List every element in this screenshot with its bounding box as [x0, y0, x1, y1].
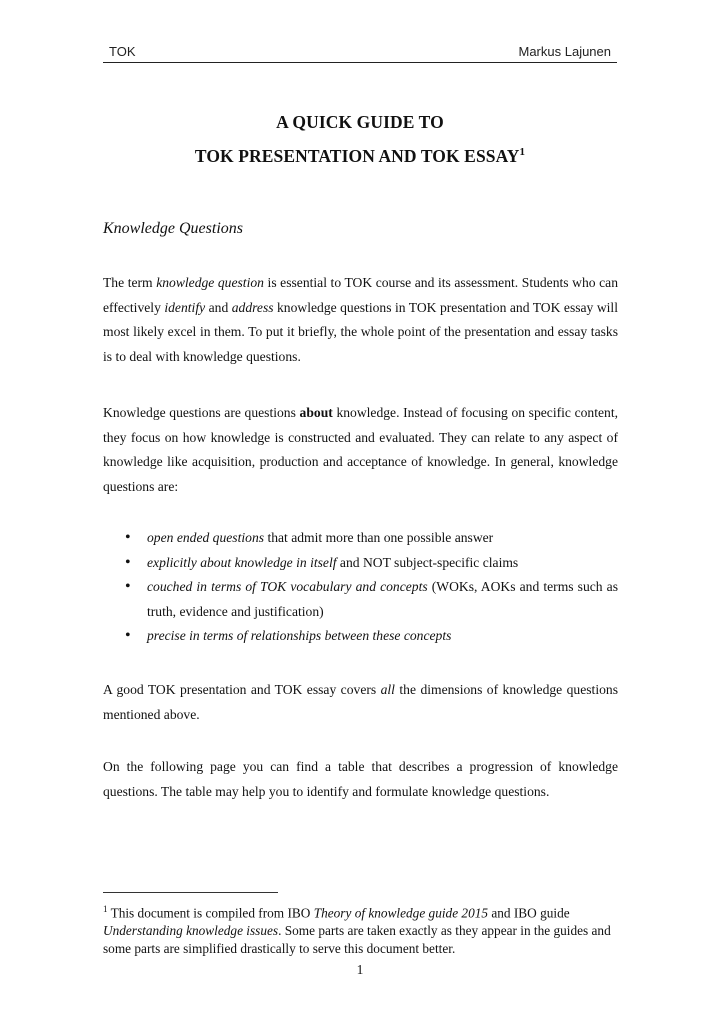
- footnote-text-2: and IBO guide: [488, 905, 570, 921]
- knowledge-question-list: [103, 526, 618, 649]
- footnote-text-1: This document is compiled from IBO: [107, 905, 314, 921]
- p1-italic-3: address: [231, 299, 274, 315]
- page-number: 1: [356, 962, 364, 977]
- list-item-italic: precise in terms of relationships between these concepts: [147, 628, 452, 643]
- p1-text-1: The term: [103, 275, 157, 290]
- p1-italic-1: knowledge question: [156, 275, 264, 290]
- p3-italic-1: all: [380, 682, 395, 697]
- title-text: TOK PRESENTATION AND TOK ESSAY: [194, 146, 520, 166]
- section-heading: Knowledge Questions: [103, 220, 243, 237]
- list-item-italic: open ended questions: [147, 530, 265, 545]
- p3-text-2: the dimensions of knowledge questions mentioned above.: [103, 682, 618, 722]
- paragraph-2: [103, 401, 618, 499]
- p1-text-2: is essential to TOK course and its assessment. Students who can effectively: [103, 275, 618, 315]
- list-item-italic: explicitly about knowledge in itself: [147, 554, 337, 570]
- list-item-italic: couched in terms of TOK vocabulary and concepts: [147, 579, 428, 594]
- footnote-italic-2: Understanding knowledge issues: [103, 923, 279, 939]
- p1-italic-2: identify: [164, 299, 206, 315]
- paragraph-1: [103, 271, 618, 369]
- title-line-1: A QUICK GUIDE TO: [276, 112, 444, 132]
- footnote-divider: [103, 892, 278, 893]
- page-header: [103, 42, 617, 63]
- footnote: [103, 900, 618, 958]
- footnote-text-3: . Some parts are taken exactly as they appear in the guides and some parts are simplified drastically to serve this document better.: [103, 923, 611, 957]
- title-line-2: [0, 146, 720, 167]
- list-item-text: that admit more than one possible answer: [264, 530, 494, 545]
- footnote-mark: 1: [103, 904, 108, 914]
- header-author: Markus Lajunen: [518, 44, 611, 59]
- p2-text-1: Knowledge questions are questions: [103, 405, 300, 420]
- list-item: [103, 575, 618, 624]
- p2-text-2: knowledge. Instead of focusing on specific content, they focus on how knowledge is constructed and evaluated. They can relate to any aspect of knowledge like acquisition, production and acceptance of knowledge. In general, knowledge questions are:: [103, 405, 618, 494]
- p1-text-4: knowledge questions in TOK presentation and TOK essay will most likely excel in them. To put it briefly, the whole point of the presentation and essay tasks is to deal with knowledge questions.: [103, 299, 618, 364]
- paragraph-4: On the following page you can find a table that describes a progression of knowledge questions. The table may help you to identify and formulate knowledge questions.: [103, 759, 618, 799]
- p3-text-1: A good TOK presentation and TOK essay covers: [103, 682, 381, 697]
- paragraph-3: [103, 678, 618, 727]
- header-course: TOK: [109, 44, 136, 59]
- list-item: [103, 551, 618, 576]
- footnote-italic-1: Theory of knowledge guide 2015: [313, 905, 489, 921]
- title-footnote-mark: 1: [519, 146, 526, 159]
- p2-bold-1: about: [299, 405, 333, 420]
- list-item-text: and NOT subject-specific claims: [336, 554, 519, 570]
- list-item-text: (WOKs, AOKs and terms such as truth, evidence and justification): [147, 579, 618, 619]
- p1-text-3: and: [205, 299, 232, 315]
- list-item: [103, 624, 618, 649]
- list-item: [103, 526, 618, 551]
